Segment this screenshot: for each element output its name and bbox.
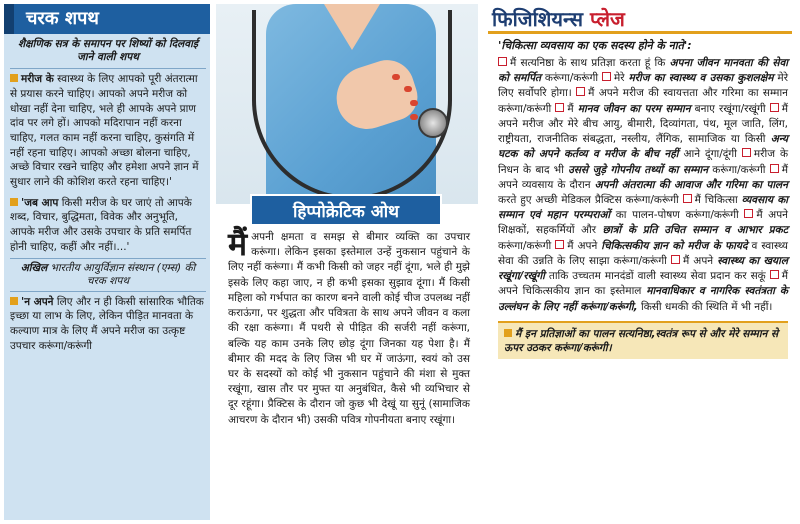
nail-shape xyxy=(410,100,418,106)
pledge-item-post: करूंगा/करूंगी xyxy=(708,163,766,176)
pledge-item-post: किसी धमकी की स्थिति में भी नहीं। xyxy=(637,300,773,313)
charak-oath-subtitle: शैक्षणिक सत्र के समापन पर शिष्यों को दिलवाई जाने वाली शपथ xyxy=(10,34,206,69)
checkbox-square-icon xyxy=(770,103,779,112)
pledge-item-em: अपनी अंतरात्मा की आवाज और गरिमा का पालन xyxy=(594,178,788,191)
charak-oath-title: चरक शपथ xyxy=(4,4,210,34)
pledge-item-post: आने दूंगा/दूंगी xyxy=(678,148,737,161)
pledge-item-pre: मैं अपने xyxy=(567,239,602,252)
title-accent: प्लेज xyxy=(589,7,625,31)
pledge-item-post: करूंगा/करूंगी xyxy=(498,239,552,252)
lead-text: 'न अपने xyxy=(21,295,54,308)
nail-shape xyxy=(404,86,412,92)
charak-oath-paragraph-3 xyxy=(10,292,206,357)
pledge-item-post: करते हुए अच्छी मेडिकल प्रैक्टिस करूंगा/करूंगी xyxy=(498,193,679,206)
doctor-photo xyxy=(216,4,478,204)
paragraph-text: किसी मरीज के घर जाएं तो आपके शब्द, विचार, बुद्धिमता, विवेक और अनुभूति, आपके मरीज और उसके उपचार के प्रति समर्पित होनी चाहिए, कहीं और नहीं।...' xyxy=(10,196,192,253)
pledge-item-em: मरीज का स्वास्थ्य व उसका कुशलक्षेम xyxy=(628,72,774,85)
checkbox-square-icon xyxy=(602,72,611,81)
oath-text: अपनी क्षमता व समझ से बीमार व्यक्ति का उपचार करूंगा। लेकिन इसका इस्तेमाल उन्हें नुकसान पहुंचाने के लिए नहीं करूंगा। मैं कभी किसी को जहर नहीं दूंगा, भले ही मुझे इसके लिए कहा जाए, न ही कभी इसका सुझाव दूंगा। मैं किसी महिला को गर्भपात का कारण बनने वाली कोई चीज उपलब्ध नहीं कराऊंगा, पर शुद्धता और पवित्रता के साथ अपने जीवन व कला की रक्षा करूंगा। मैं पथरी से पीड़ित की सर्जरी नहीं करूंगा, बल्कि यह काम उनके लिए छोड़ दूंगा जिनका यह पेशा है। मैं बीमार की मदद के लिए जिस भी घर में जाऊंगा, स्वयं को उस घर के सदस्यों को कोई भी नुकसान पहुंचाने की मंशा से मुक्त रखूंगा, खास तौर पर मुफ्त या अनुबंधित, कैसे भी व्यभिचार से दूर रहूंगा। प्रैक्टिस के दौरान जो कुछ भी देखूं या सुनूं (सामाजिक आचरण के दौरान भी) उसकी पवित्र गोपनीयता बनाए रखूंगा। xyxy=(228,231,470,426)
pledge-item-em: अन्य घटक को अपने कर्तव्य व मरीज के बीच नहीं xyxy=(498,133,788,161)
pledge-item-post: ताकि उच्चतम मानदंडों वाली स्वास्थ्य सेवा प्रदान कर सकूं xyxy=(544,270,766,283)
charak-oath-panel xyxy=(4,4,210,520)
pledge-item-post: मेरे लिए सर्वोपरि होगा। xyxy=(498,72,788,100)
lead-text: अखिल xyxy=(20,261,48,274)
checkbox-square-icon xyxy=(555,103,564,112)
aiims-oath-heading xyxy=(10,258,206,292)
hippocratic-oath-title: हिप्पोक्रेटिक ओथ xyxy=(250,194,442,226)
physicians-pledge-panel xyxy=(484,4,796,520)
checkbox-square-icon xyxy=(671,255,680,264)
square-bullet-icon xyxy=(10,297,18,305)
checkbox-square-icon xyxy=(498,57,507,66)
hippocratic-oath-body xyxy=(216,204,478,428)
heading-text: भारतीय आयुर्विज्ञान संस्थान (एम्स) की चरक शपथ xyxy=(47,261,196,287)
pledge-item-post: व स्वास्थ्य सेवा की उन्नति के लिए साझा करूंगा/करूंगी xyxy=(498,239,788,267)
checkbox-square-icon xyxy=(744,209,753,218)
lead-text: 'जब आप xyxy=(21,196,59,209)
pledge-item-post: का पालन-पोषण करूंगा/करूंगी xyxy=(610,209,739,222)
square-bullet-icon xyxy=(10,74,18,82)
square-bullet-icon xyxy=(10,198,18,206)
pledge-item-em: अपना जीवन मानवता की सेवा को समर्पित xyxy=(498,57,789,85)
pledge-item-pre: मैं चिकित्सा xyxy=(694,193,742,206)
pledge-item xyxy=(555,103,765,115)
nail-shape xyxy=(410,114,418,120)
pledge-body xyxy=(488,56,792,315)
charak-oath-paragraph-1 xyxy=(10,69,206,193)
pledge-item-em: मानवाधिकार व नागरिक स्वतंत्रता के उल्लंघन के लिए नहीं करूंगा/करूंगी, xyxy=(498,285,788,313)
checkbox-square-icon xyxy=(770,164,779,173)
pledge-item-pre: मैं अपने xyxy=(682,254,718,267)
footer-text: मैं इन प्रतिज्ञाओं का पालन सत्यनिष्ठा,स्वतंत्र रूप से और मेरे सम्मान से ऊपर उठकर करूंगा/करूंगी। xyxy=(504,327,779,354)
pledge-item-pre: मैं अपने मरीज और मेरे बीच आयु, बीमारी, दिव्यांगता, पंथ, मूल जाति, लिंग, राष्ट्रीयता, राजनीतिक संबद्धता, नस्लीय, लैंगिक, सामाजिक या किसी xyxy=(498,102,789,146)
checkbox-square-icon xyxy=(576,87,585,96)
pledge-item-em: चिकित्सकीय ज्ञान को मरीज के फायदे xyxy=(601,239,748,252)
pledge-item-post: बनाए रखूंगा/रखूंगी xyxy=(690,102,766,115)
pledge-item-em: मानव जीवन का परम सम्मान xyxy=(577,102,691,115)
charak-oath-paragraph-2 xyxy=(10,193,206,258)
title-main: फिजिशियन्स xyxy=(492,7,590,31)
pledge-item-pre: मेरे xyxy=(614,72,629,85)
pledge-item-post: करूंगा/करूंगी xyxy=(541,72,599,85)
pledge-item-pre: मैं अपने व्यवसाय के दौरान xyxy=(498,163,788,191)
pledge-item-em: व्यवसाय का सम्मान एवं महान परम्पराओं xyxy=(498,193,788,222)
drop-cap: मैं xyxy=(228,225,248,263)
pledge-item-pre: मैं xyxy=(567,102,578,115)
pledge-subtitle: 'चिकित्सा व्यवसाय का एक सदस्य होने के नाते': xyxy=(498,39,692,52)
pledge-item-pre: मरीज के निधन के बाद भी xyxy=(498,148,789,176)
pledge-item-em: छात्रों के प्रति उचित सम्मान व आभार प्रकट xyxy=(602,224,788,237)
nail-shape xyxy=(392,74,400,80)
pledge-item-pre: मैं अपने चिकित्सकीय ज्ञान का इस्तेमाल xyxy=(498,270,788,298)
checkbox-square-icon xyxy=(683,194,692,203)
physicians-pledge-title xyxy=(488,4,792,34)
hippocratic-oath-panel xyxy=(216,4,478,520)
square-bullet-icon xyxy=(504,329,512,337)
paragraph-text: लिए और न ही किसी सांसारिक भौतिक इच्छा या लाभ के लिए, लेकिन पीड़ित मानवता के कल्याण मात्र के लिए मैं अपने मरीज का उत्कृष्ट उपचार करूंगा/करूंगी xyxy=(10,295,204,352)
checkbox-square-icon xyxy=(742,148,751,157)
checkbox-square-icon xyxy=(770,270,779,279)
checkbox-square-icon xyxy=(555,240,564,249)
pledge-item-em: उससे जुड़े गोपनीय तथ्यों का सम्मान xyxy=(568,163,709,176)
pledge-item-pre: मैं सत्यनिष्ठा के साथ प्रतिज्ञा करता हूं कि xyxy=(510,57,670,69)
pledge-item-em: स्वास्थ्य का खयाल रखूंगा/रखूंगी xyxy=(498,254,788,283)
pledge-item-pre: मैं अपने शिक्षकों, सहकर्मियों और xyxy=(498,209,788,237)
stethoscope-icon xyxy=(418,108,448,138)
pledge-item-pre: मैं अपने मरीज की स्वायत्तता और गरिमा का सम्मान करूंगा/करूंगी xyxy=(498,87,788,115)
pledge-footer xyxy=(498,321,788,359)
paragraph-text: स्वास्थ्य के लिए आपको पूरी अंतरात्मा से प्रयास करने चाहिए। आपको अपने मरीज को धोखा नहीं देना चाहिए, भले ही आपके अपने प्राण दांव पर लगे हों। आपको मदिरापान नहीं करना चाहिए, गलत काम नहीं करना चाहिए, कुसंगति में नहीं रहना चाहिए। आपको अच्छा बोलना चाहिए, अच्छे विचार रखने चाहिए और हमेशा अपने ज्ञान में सुधार लाने की कोशिश करते रहना चाहिए।' xyxy=(10,73,199,189)
lead-text: मरीज के xyxy=(21,73,54,86)
